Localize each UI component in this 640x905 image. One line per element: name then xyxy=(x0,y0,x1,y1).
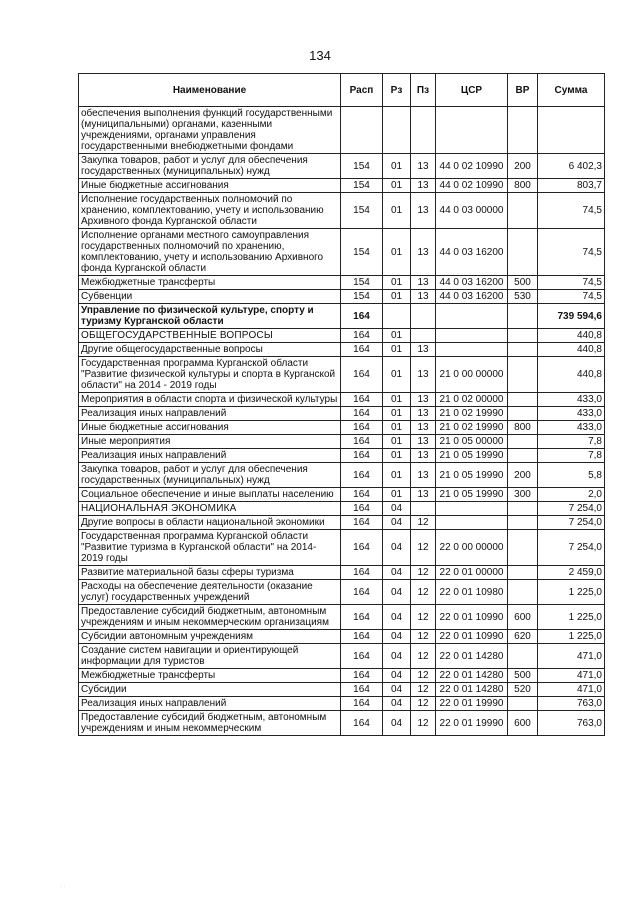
cell-rz: 04 xyxy=(383,605,411,630)
cell-csr xyxy=(436,516,508,530)
cell-rasp: 154 xyxy=(341,229,383,276)
cell-pz xyxy=(411,304,436,329)
cell-csr: 22 0 01 19990 xyxy=(436,711,508,736)
cell-name: Предоставление субсидий бюджетным, автономным учреждениям и иным некоммерческим организациям xyxy=(79,605,341,630)
cell-name: Закупка товаров, работ и услуг для обеспечения государственных (муниципальных) нужд xyxy=(79,154,341,179)
cell-name: Реализация иных направлений xyxy=(79,407,341,421)
cell-csr xyxy=(436,304,508,329)
cell-name: Закупка товаров, работ и услуг для обеспечения государственных (муниципальных) нужд xyxy=(79,463,341,488)
cell-sum: 440,8 xyxy=(538,343,605,357)
page-number: 134 xyxy=(309,48,331,63)
table-row xyxy=(79,393,605,407)
cell-vr: 300 xyxy=(508,488,538,502)
cell-rasp: 164 xyxy=(341,502,383,516)
cell-name: Создание систем навигации и ориентирующей информации для туристов xyxy=(79,644,341,669)
cell-name: ОБЩЕГОСУДАРСТВЕННЫЕ ВОПРОСЫ xyxy=(79,329,341,343)
cell-pz: 12 xyxy=(411,580,436,605)
cell-pz: 12 xyxy=(411,605,436,630)
cell-csr: 21 0 05 00000 xyxy=(436,435,508,449)
header-vr: ВР xyxy=(508,74,538,107)
cell-rasp: 164 xyxy=(341,449,383,463)
cell-sum: 803,7 xyxy=(538,179,605,193)
cell-name: Иные бюджетные ассигнования xyxy=(79,421,341,435)
cell-csr: 22 0 01 14280 xyxy=(436,683,508,697)
cell-csr: 21 0 02 00000 xyxy=(436,393,508,407)
cell-rz: 04 xyxy=(383,580,411,605)
cell-name: Государственная программа Курганской области "Развитие физической культуры и спорта в Курганской области" на 2014 - 2019 годы xyxy=(79,357,341,393)
cell-name: Реализация иных направлений xyxy=(79,449,341,463)
cell-vr: 800 xyxy=(508,421,538,435)
cell-name: Другие вопросы в области национальной экономики xyxy=(79,516,341,530)
table-row xyxy=(79,516,605,530)
cell-rz: 04 xyxy=(383,502,411,516)
cell-vr: 600 xyxy=(508,605,538,630)
table-row xyxy=(79,179,605,193)
cell-csr: 44 0 03 16200 xyxy=(436,290,508,304)
cell-rasp: 164 xyxy=(341,407,383,421)
cell-sum: 74,5 xyxy=(538,193,605,229)
cell-name: Иные бюджетные ассигнования xyxy=(79,179,341,193)
cell-pz: 13 xyxy=(411,488,436,502)
cell-vr xyxy=(508,502,538,516)
cell-vr xyxy=(508,644,538,669)
header-csr: ЦСР xyxy=(436,74,508,107)
cell-rz: 01 xyxy=(383,463,411,488)
cell-rz: 04 xyxy=(383,630,411,644)
cell-rz: 01 xyxy=(383,393,411,407)
cell-sum: 1 225,0 xyxy=(538,580,605,605)
cell-csr xyxy=(436,329,508,343)
cell-rasp: 164 xyxy=(341,711,383,736)
header-rasp: Расп xyxy=(341,74,383,107)
cell-rz: 04 xyxy=(383,697,411,711)
table-row xyxy=(79,449,605,463)
cell-rasp: 154 xyxy=(341,154,383,179)
cell-sum: 2,0 xyxy=(538,488,605,502)
cell-vr xyxy=(508,566,538,580)
cell-vr xyxy=(508,107,538,154)
table-row xyxy=(79,421,605,435)
cell-rasp: 164 xyxy=(341,435,383,449)
cell-vr: 200 xyxy=(508,154,538,179)
cell-rz: 01 xyxy=(383,435,411,449)
cell-pz: 13 xyxy=(411,179,436,193)
cell-rasp: 164 xyxy=(341,630,383,644)
cell-rz: 01 xyxy=(383,343,411,357)
cell-rz: 01 xyxy=(383,193,411,229)
cell-pz xyxy=(411,107,436,154)
cell-rasp xyxy=(341,107,383,154)
cell-sum xyxy=(538,107,605,154)
cell-pz: 12 xyxy=(411,644,436,669)
cell-rz: 04 xyxy=(383,683,411,697)
table-row xyxy=(79,669,605,683)
cell-vr xyxy=(508,229,538,276)
cell-sum: 74,5 xyxy=(538,229,605,276)
cell-sum: 433,0 xyxy=(538,407,605,421)
cell-csr: 22 0 01 14280 xyxy=(436,669,508,683)
cell-rasp: 164 xyxy=(341,357,383,393)
table-row xyxy=(79,435,605,449)
cell-pz: 13 xyxy=(411,435,436,449)
cell-rz: 04 xyxy=(383,566,411,580)
cell-rasp: 164 xyxy=(341,304,383,329)
cell-name: Мероприятия в области спорта и физической культуры xyxy=(79,393,341,407)
table-row xyxy=(79,644,605,669)
cell-pz: 12 xyxy=(411,630,436,644)
cell-vr: 530 xyxy=(508,290,538,304)
cell-sum: 763,0 xyxy=(538,697,605,711)
cell-pz: 13 xyxy=(411,407,436,421)
cell-rasp: 164 xyxy=(341,329,383,343)
cell-pz: 12 xyxy=(411,566,436,580)
cell-csr: 21 0 05 19990 xyxy=(436,488,508,502)
cell-rasp: 154 xyxy=(341,290,383,304)
cell-rasp: 164 xyxy=(341,393,383,407)
cell-rz: 01 xyxy=(383,421,411,435)
table-row xyxy=(79,290,605,304)
scan-artifact: · · xyxy=(60,884,66,890)
cell-rz: 01 xyxy=(383,229,411,276)
table-row xyxy=(79,329,605,343)
cell-csr: 22 0 00 00000 xyxy=(436,530,508,566)
cell-vr xyxy=(508,435,538,449)
cell-vr xyxy=(508,449,538,463)
cell-name: Субвенции xyxy=(79,290,341,304)
cell-csr: 21 0 02 19990 xyxy=(436,407,508,421)
cell-csr: 22 0 01 14280 xyxy=(436,644,508,669)
cell-csr: 44 0 02 10990 xyxy=(436,179,508,193)
cell-csr: 21 0 00 00000 xyxy=(436,357,508,393)
table-row xyxy=(79,630,605,644)
cell-rz: 04 xyxy=(383,711,411,736)
cell-rz xyxy=(383,304,411,329)
cell-pz: 13 xyxy=(411,154,436,179)
cell-pz: 13 xyxy=(411,357,436,393)
cell-vr xyxy=(508,193,538,229)
cell-vr xyxy=(508,530,538,566)
cell-vr xyxy=(508,343,538,357)
cell-sum: 433,0 xyxy=(538,421,605,435)
cell-pz xyxy=(411,329,436,343)
cell-vr xyxy=(508,329,538,343)
cell-name: Предоставление субсидий бюджетным, автономным учреждениям и иным некоммерческим xyxy=(79,711,341,736)
cell-sum: 1 225,0 xyxy=(538,605,605,630)
table-row xyxy=(79,530,605,566)
cell-vr xyxy=(508,393,538,407)
cell-name: Исполнение органами местного самоуправления государственных полномочий по хранению, комплектованию, учету и использованию Архивного фонда Курганской области xyxy=(79,229,341,276)
cell-name: Исполнение государственных полномочий по хранению, комплектованию, учету и использованию Архивного фонда Курганской области xyxy=(79,193,341,229)
cell-sum: 7,8 xyxy=(538,435,605,449)
cell-vr: 620 xyxy=(508,630,538,644)
cell-csr: 44 0 03 16200 xyxy=(436,229,508,276)
cell-name: Государственная программа Курганской области "Развитие туризма в Курганской области" на 2014-2019 годы xyxy=(79,530,341,566)
table-row xyxy=(79,566,605,580)
cell-name: НАЦИОНАЛЬНАЯ ЭКОНОМИКА xyxy=(79,502,341,516)
cell-name: Реализация иных направлений xyxy=(79,697,341,711)
cell-rz: 01 xyxy=(383,329,411,343)
cell-pz: 12 xyxy=(411,516,436,530)
cell-name: Межбюджетные трансферты xyxy=(79,669,341,683)
table-row xyxy=(79,193,605,229)
cell-sum: 471,0 xyxy=(538,683,605,697)
cell-rasp: 154 xyxy=(341,276,383,290)
cell-pz: 13 xyxy=(411,276,436,290)
cell-sum: 471,0 xyxy=(538,669,605,683)
table-row xyxy=(79,605,605,630)
header-pz: Пз xyxy=(411,74,436,107)
cell-csr: 44 0 02 10990 xyxy=(436,154,508,179)
cell-rasp: 164 xyxy=(341,463,383,488)
cell-name: Субсидии xyxy=(79,683,341,697)
cell-sum: 7 254,0 xyxy=(538,530,605,566)
cell-name: Другие общегосударственные вопросы xyxy=(79,343,341,357)
cell-vr: 500 xyxy=(508,276,538,290)
cell-rasp: 164 xyxy=(341,566,383,580)
cell-rasp: 164 xyxy=(341,644,383,669)
cell-rz: 01 xyxy=(383,449,411,463)
cell-vr xyxy=(508,580,538,605)
table-row xyxy=(79,276,605,290)
cell-pz: 13 xyxy=(411,393,436,407)
cell-rz: 04 xyxy=(383,669,411,683)
cell-pz: 13 xyxy=(411,463,436,488)
cell-vr: 500 xyxy=(508,669,538,683)
cell-rz: 01 xyxy=(383,488,411,502)
header-row xyxy=(79,74,605,107)
cell-csr: 22 0 01 19990 xyxy=(436,697,508,711)
cell-name: Субсидии автономным учреждениям xyxy=(79,630,341,644)
cell-name: Межбюджетные трансферты xyxy=(79,276,341,290)
cell-vr xyxy=(508,407,538,421)
cell-csr: 22 0 01 10990 xyxy=(436,630,508,644)
cell-rz: 04 xyxy=(383,516,411,530)
cell-name: Иные мероприятия xyxy=(79,435,341,449)
cell-sum: 440,8 xyxy=(538,329,605,343)
table-row xyxy=(79,407,605,421)
cell-sum: 7 254,0 xyxy=(538,502,605,516)
cell-rasp: 164 xyxy=(341,488,383,502)
cell-csr: 22 0 01 10980 xyxy=(436,580,508,605)
cell-rasp: 164 xyxy=(341,530,383,566)
cell-vr: 800 xyxy=(508,179,538,193)
cell-rasp: 164 xyxy=(341,669,383,683)
cell-pz: 12 xyxy=(411,697,436,711)
cell-rz: 01 xyxy=(383,179,411,193)
cell-csr: 21 0 05 19990 xyxy=(436,449,508,463)
cell-vr xyxy=(508,697,538,711)
cell-rasp: 164 xyxy=(341,343,383,357)
cell-csr: 44 0 03 16200 xyxy=(436,276,508,290)
table-row xyxy=(79,488,605,502)
cell-pz: 13 xyxy=(411,449,436,463)
cell-vr xyxy=(508,304,538,329)
cell-pz: 12 xyxy=(411,683,436,697)
table-row xyxy=(79,343,605,357)
cell-name: Управление по физической культуре, спорту и туризму Курганской области xyxy=(79,304,341,329)
table-row xyxy=(79,697,605,711)
cell-rasp: 164 xyxy=(341,683,383,697)
table-row xyxy=(79,502,605,516)
cell-sum: 433,0 xyxy=(538,393,605,407)
cell-csr: 44 0 03 00000 xyxy=(436,193,508,229)
cell-rasp: 154 xyxy=(341,179,383,193)
cell-pz: 13 xyxy=(411,290,436,304)
cell-vr xyxy=(508,357,538,393)
cell-rz: 01 xyxy=(383,357,411,393)
cell-rasp: 164 xyxy=(341,516,383,530)
table-row xyxy=(79,357,605,393)
header-name: Наименование xyxy=(79,74,341,107)
cell-pz: 13 xyxy=(411,343,436,357)
cell-name: обеспечения выполнения функций государственными (муниципальными) органами, казенными учреждениями, органами управления государственными внебюджетными фондами xyxy=(79,107,341,154)
table-row xyxy=(79,229,605,276)
cell-vr: 200 xyxy=(508,463,538,488)
cell-csr: 21 0 02 19990 xyxy=(436,421,508,435)
table-row xyxy=(79,580,605,605)
cell-csr: 22 0 01 10990 xyxy=(436,605,508,630)
cell-rz: 04 xyxy=(383,530,411,566)
cell-pz: 13 xyxy=(411,229,436,276)
table-row xyxy=(79,463,605,488)
cell-name: Социальное обеспечение и иные выплаты населению xyxy=(79,488,341,502)
cell-rz: 01 xyxy=(383,290,411,304)
cell-rz: 01 xyxy=(383,276,411,290)
cell-pz: 12 xyxy=(411,530,436,566)
cell-rz: 04 xyxy=(383,644,411,669)
cell-vr: 600 xyxy=(508,711,538,736)
table-row xyxy=(79,683,605,697)
cell-rasp: 164 xyxy=(341,580,383,605)
cell-sum: 6 402,3 xyxy=(538,154,605,179)
cell-csr: 21 0 05 19990 xyxy=(436,463,508,488)
cell-pz xyxy=(411,502,436,516)
cell-sum: 763,0 xyxy=(538,711,605,736)
cell-sum: 739 594,6 xyxy=(538,304,605,329)
cell-pz: 13 xyxy=(411,193,436,229)
cell-csr xyxy=(436,502,508,516)
cell-rasp: 154 xyxy=(341,193,383,229)
cell-vr xyxy=(508,516,538,530)
cell-vr: 520 xyxy=(508,683,538,697)
cell-rz: 01 xyxy=(383,154,411,179)
cell-csr xyxy=(436,107,508,154)
table-row xyxy=(79,711,605,736)
cell-sum: 7 254,0 xyxy=(538,516,605,530)
cell-pz: 13 xyxy=(411,421,436,435)
cell-sum: 7,8 xyxy=(538,449,605,463)
cell-csr: 22 0 01 00000 xyxy=(436,566,508,580)
cell-rasp: 164 xyxy=(341,605,383,630)
cell-rasp: 164 xyxy=(341,697,383,711)
table-row xyxy=(79,107,605,154)
cell-csr xyxy=(436,343,508,357)
cell-name: Развитие материальной базы сферы туризма xyxy=(79,566,341,580)
cell-pz: 12 xyxy=(411,669,436,683)
cell-rasp: 164 xyxy=(341,421,383,435)
cell-sum: 5,8 xyxy=(538,463,605,488)
cell-sum: 2 459,0 xyxy=(538,566,605,580)
cell-name: Расходы на обеспечение деятельности (оказание услуг) государственных учреждений xyxy=(79,580,341,605)
cell-sum: 74,5 xyxy=(538,290,605,304)
cell-sum: 440,8 xyxy=(538,357,605,393)
cell-sum: 74,5 xyxy=(538,276,605,290)
cell-pz: 12 xyxy=(411,711,436,736)
cell-rz xyxy=(383,107,411,154)
cell-sum: 471,0 xyxy=(538,644,605,669)
cell-sum: 1 225,0 xyxy=(538,630,605,644)
table-row xyxy=(79,154,605,179)
table-row xyxy=(79,304,605,329)
cell-rz: 01 xyxy=(383,407,411,421)
budget-table xyxy=(78,73,605,736)
header-rz: Рз xyxy=(383,74,411,107)
header-sum: Сумма xyxy=(538,74,605,107)
